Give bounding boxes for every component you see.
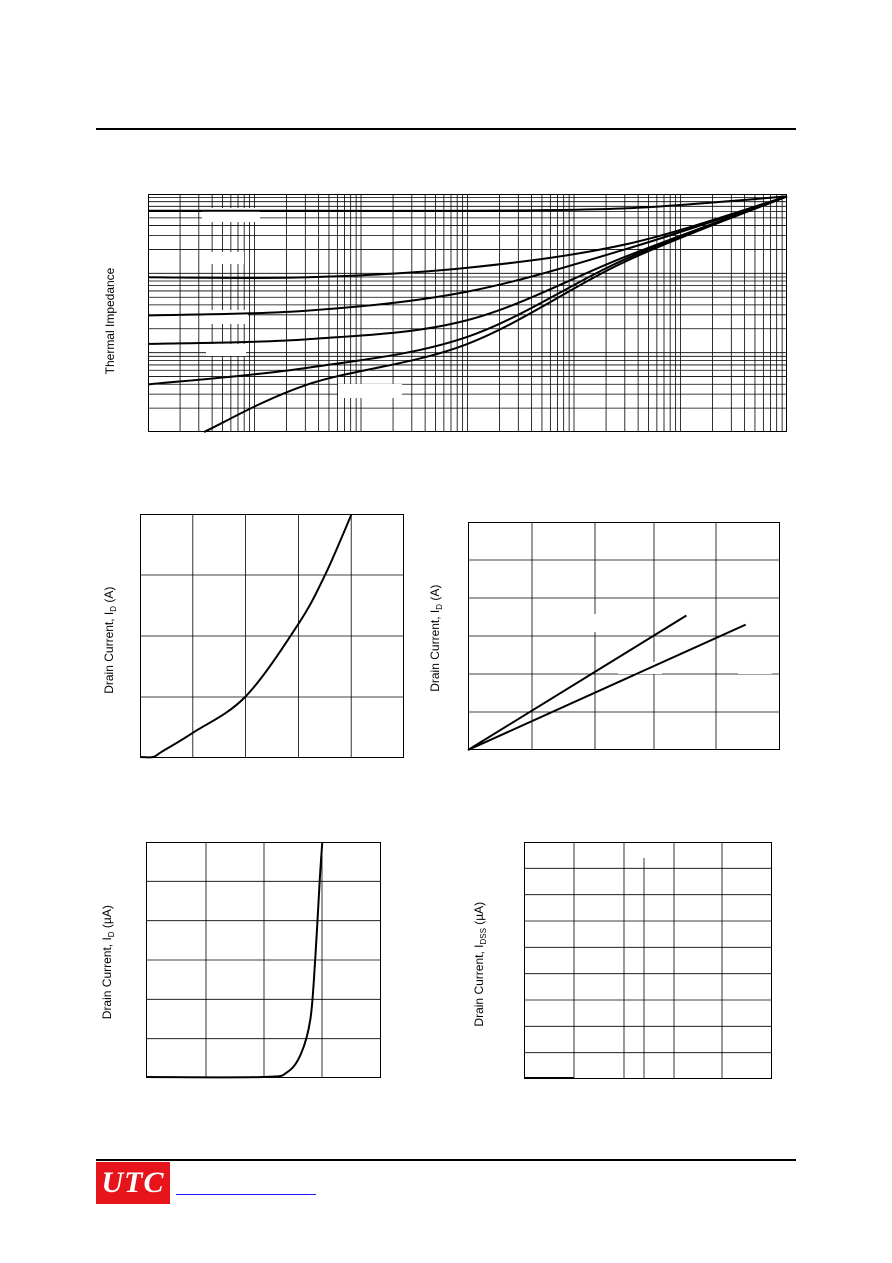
breakdown-chart	[146, 842, 381, 1078]
leakage-chart	[524, 842, 772, 1079]
leakage-grid	[524, 842, 772, 1079]
utc-logo-text: UTC	[101, 1166, 165, 1199]
leakage-frame	[525, 843, 772, 1079]
thermal-label-box	[206, 344, 246, 356]
website-link[interactable]	[176, 1194, 316, 1195]
thermal-label-box	[202, 310, 248, 324]
linear-label-box	[738, 662, 772, 674]
linear-curve	[468, 625, 746, 750]
transfer-ylabel: Drain Current, $I_D$ (A)	[101, 586, 119, 694]
thermal-ylabel: Thermal Impedance	[103, 267, 117, 375]
leakage-ylabel: Drain Current, $I_{DSS}$ (µA)	[471, 901, 489, 1027]
transfer-grid	[140, 514, 404, 758]
header-rule	[96, 128, 796, 130]
footer-rule	[96, 1159, 796, 1161]
breakdown-ylabel: Drain Current, $I_D$ (µA)	[99, 905, 117, 1020]
thermal-curve	[204, 196, 787, 432]
transfer-chart	[140, 514, 404, 758]
linear-chart	[468, 522, 780, 750]
thermal-label-box	[208, 252, 244, 264]
linear-ylabel: Drain Current, $I_D$ (A)	[427, 584, 445, 692]
breakdown-grid	[146, 842, 381, 1078]
thermal-label-box	[338, 384, 402, 398]
utc-logo	[96, 1162, 170, 1204]
thermal-impedance-chart	[148, 194, 787, 432]
linear-grid	[468, 522, 780, 750]
linear-label-box	[540, 614, 620, 632]
